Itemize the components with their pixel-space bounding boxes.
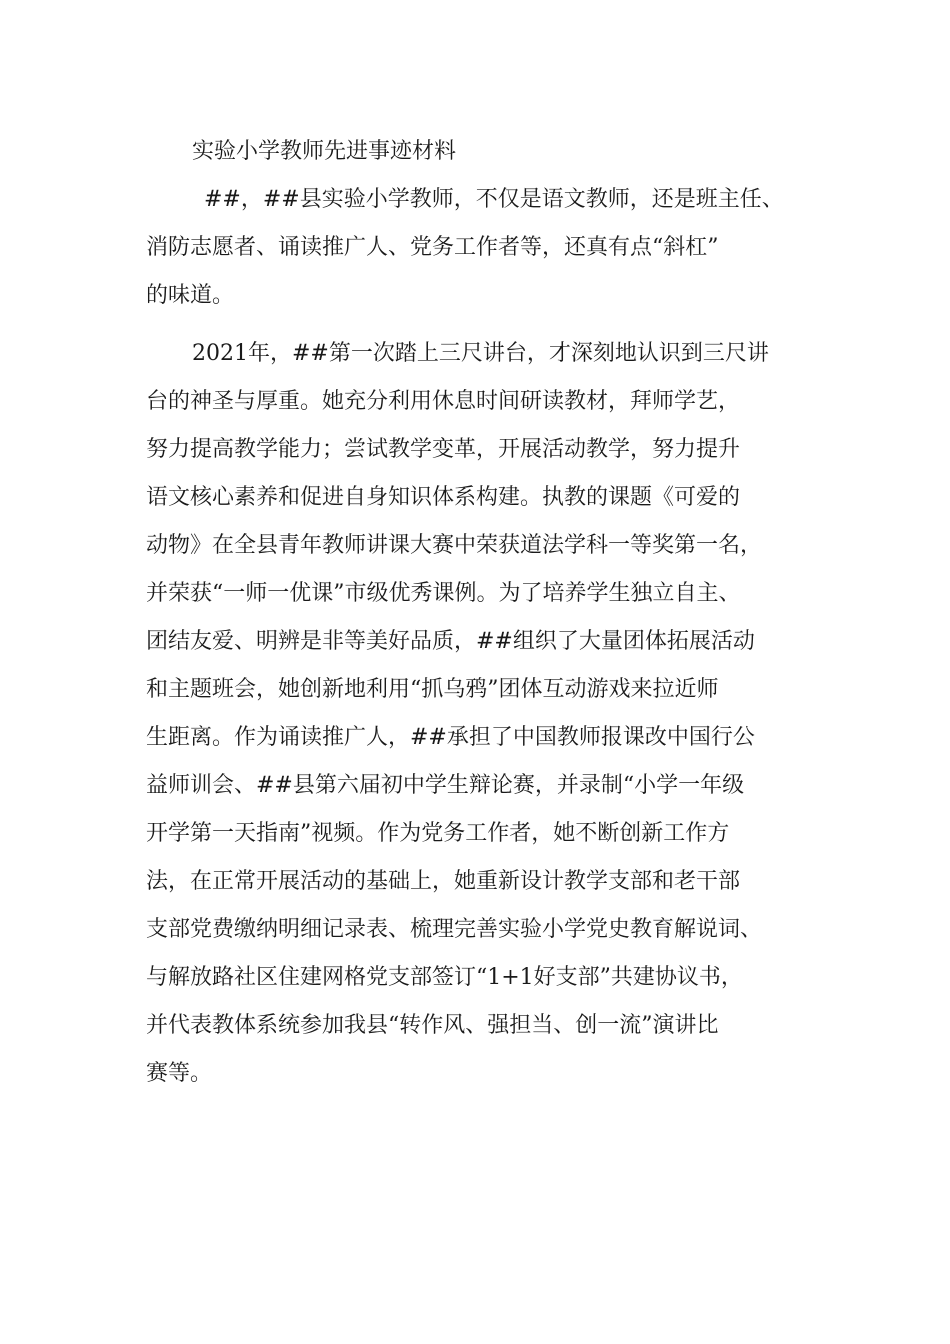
paragraph-line: 法，在正常开展活动的基础上，她重新设计教学支部和老干部 <box>146 869 741 894</box>
paragraph-achievements <box>146 336 806 1104</box>
paragraph-line: 2021年，##第一次踏上三尺讲台，才深刻地认识到三尺讲 <box>192 341 769 366</box>
paragraph-line: 与解放路社区住建网格党支部签订“1+1好支部”共建协议书， <box>146 965 743 990</box>
paragraph-line: 益师训会、##县第六届初中学生辩论赛，并录制“小学一年级 <box>146 773 745 798</box>
paragraph-line: ##，##县实验小学教师，不仅是语文教师，还是班主任、 <box>204 187 784 212</box>
paragraph-line: 团结友爱、明辨是非等美好品质，##组织了大量团体拓展活动 <box>146 629 755 654</box>
paragraph-line: 和主题班会，她创新地利用“抓乌鸦”团体互动游戏来拉近师 <box>146 677 719 702</box>
paragraph-line: 台的神圣与厚重。她充分利用休息时间研读教材，拜师学艺， <box>146 389 741 414</box>
paragraph-line: 开学第一天指南”视频。作为党务工作者，她不断创新工作方 <box>146 821 730 846</box>
paragraph-line: 消防志愿者、诵读推广人、党务工作者等，还真有点“斜杠” <box>146 235 719 260</box>
paragraph-line: 动物》在全县青年教师讲课大赛中荣获道法学科一等奖第一名， <box>146 533 763 558</box>
paragraph-intro <box>146 182 806 326</box>
paragraph-line: 的味道。 <box>146 283 235 308</box>
document-title: 实验小学教师先进事迹材料 <box>192 139 457 164</box>
paragraph-line: 并荣获“一师一优课”市级优秀课例。为了培养学生独立自主、 <box>146 581 741 606</box>
paragraph-line: 努力提高教学能力；尝试教学变革，开展活动教学，努力提升 <box>146 437 741 462</box>
paragraph-line: 并代表教体系统参加我县“转作风、强担当、创一流”演讲比 <box>146 1013 719 1038</box>
paragraph-line: 支部党费缴纳明细记录表、梳理完善实验小学党史教育解说词、 <box>146 917 763 942</box>
paragraph-line: 语文核心素养和促进自身知识体系构建。执教的课题《可爱的 <box>146 485 741 510</box>
paragraph-line: 赛等。 <box>146 1061 213 1086</box>
paragraph-line: 生距离。作为诵读推广人，##承担了中国教师报课改中国行公 <box>146 725 755 750</box>
